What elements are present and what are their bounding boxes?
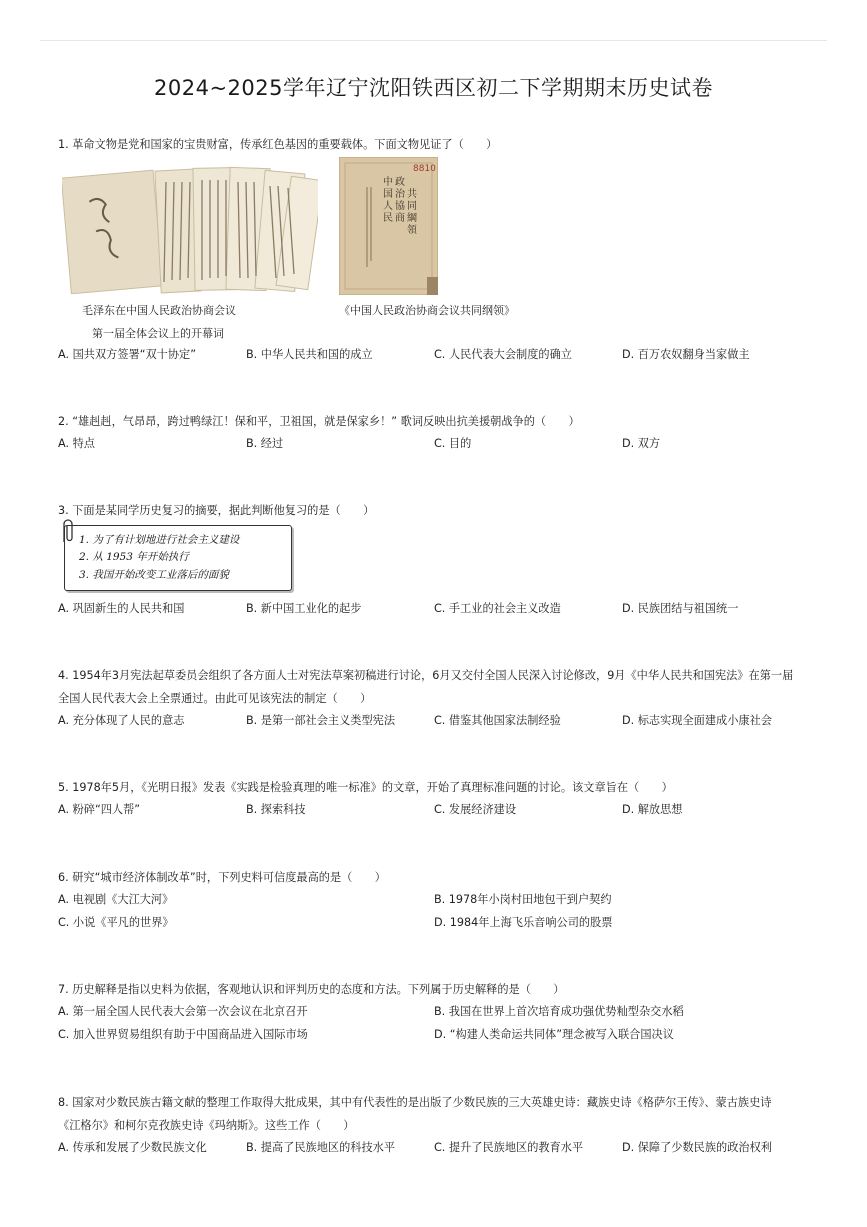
option-a[interactable]: A. 巩固新生的人民共和国 — [58, 602, 185, 615]
page-title: 2024~2025学年辽宁沈阳铁西区初二下学期期末历史试卷 — [154, 76, 713, 100]
review-note-card — [64, 525, 292, 591]
question-stem: 2. “雄赳赳，气昂昂，跨过鸭绿江！保和平，卫祖国，就是保家乡！” 歌词反映出抗美援朝战争的（ ） — [58, 415, 580, 428]
question-stem-line-2: 《江格尔》和柯尔克孜族史诗《玛纳斯》。这些工作（ ） — [58, 1119, 355, 1132]
option-b[interactable]: B. 是第一部社会主义类型宪法 — [246, 714, 396, 727]
svg-text:領: 領 — [407, 225, 417, 236]
svg-text:協: 協 — [395, 201, 405, 212]
option-d[interactable]: D. 1984年上海飞乐音响公司的股票 — [434, 916, 613, 929]
option-a[interactable]: A. 第一届全国人民代表大会第一次会议在北京召开 — [58, 1005, 308, 1018]
option-b[interactable]: B. 1978年小岗村田地包干到户契约 — [434, 893, 612, 906]
question-stem-line-1: 8. 国家对少数民族古籍文献的整理工作取得大批成果，其中有代表性的是出版了少数民族的三大英雄史诗：藏族史诗《格萨尔王传》、蒙古族史诗 — [58, 1096, 772, 1109]
question-1 — [58, 134, 818, 156]
question-stem-line-1: 4. 1954年3月宪法起草委员会组织了各方面人士对宪法草案初稿进行讨论，6月又交付全国人民深入讨论修改，9月《中华人民共和国宪法》在第一届 — [58, 669, 794, 682]
image-caption: 第一届全体会议上的开幕词 — [92, 327, 224, 340]
svg-text:民: 民 — [383, 213, 393, 224]
option-c[interactable]: C. 小说《平凡的世界》 — [58, 916, 174, 929]
option-b[interactable]: B. 探索科技 — [246, 803, 306, 816]
svg-text:共: 共 — [407, 189, 417, 200]
svg-text:同: 同 — [407, 201, 417, 212]
question-6 — [58, 867, 818, 935]
option-a[interactable]: A. 粉碎“四人帮” — [58, 803, 141, 816]
svg-text:8810: 8810 — [413, 164, 436, 174]
question-stem-line-2: 全国人民代表大会上全票通过。由此可见该宪法的制定（ ） — [58, 692, 372, 705]
option-d[interactable]: D. 百万农奴翻身当家做主 — [622, 348, 750, 361]
question-7 — [58, 979, 818, 1047]
option-d[interactable]: D. 解放思想 — [622, 803, 683, 816]
svg-text:政: 政 — [395, 177, 405, 188]
option-b[interactable]: B. 我国在世界上首次培育成功强优势籼型杂交水稻 — [434, 1005, 684, 1018]
question-3 — [58, 500, 818, 522]
option-a[interactable]: A. 电视剧《大江大河》 — [58, 893, 174, 906]
question-5 — [58, 777, 818, 821]
note-line: 3. 我国开始改变工业落后的面貌 — [79, 569, 229, 581]
option-d[interactable]: D. 标志实现全面建成小康社会 — [622, 714, 772, 727]
common-program-booklet-image — [339, 157, 438, 295]
option-c[interactable]: C. 目的 — [434, 437, 472, 450]
question-1-options — [58, 344, 818, 366]
option-d[interactable]: D. 保障了少数民族的政治权利 — [622, 1141, 772, 1154]
paperclip-icon — [60, 518, 74, 544]
option-a[interactable]: A. 充分体现了人民的意志 — [58, 714, 185, 727]
option-c[interactable]: C. 加入世界贸易组织有助于中国商品进入国际市场 — [58, 1028, 308, 1041]
option-b[interactable]: B. 经过 — [246, 437, 284, 450]
option-c[interactable]: C. 人民代表大会制度的确立 — [434, 348, 572, 361]
option-c[interactable]: C. 手工业的社会主义改造 — [434, 602, 561, 615]
note-line: 1. 为了有计划地进行社会主义建设 — [79, 534, 240, 546]
option-d[interactable]: D. 民族团结与祖国统一 — [622, 602, 739, 615]
svg-text:人: 人 — [383, 201, 393, 212]
option-a[interactable]: A. 特点 — [58, 437, 95, 450]
note-line: 2. 从 1953 年开始执行 — [79, 551, 189, 563]
image-caption: 《中国人民政治协商会议共同纲领》 — [339, 304, 515, 317]
image-caption: 毛泽东在中国人民政治协商会议 — [82, 304, 236, 317]
option-d[interactable]: D. “构建人类命运共同体”理念被写入联合国决议 — [434, 1028, 674, 1041]
opening-speech-manuscript-image — [62, 160, 318, 294]
svg-text:治: 治 — [395, 189, 405, 200]
question-stem: 5. 1978年5月，《光明日报》发表《实践是检验真理的唯一标准》的文章，开始了真理标准问题的讨论。该文章旨在（ ） — [58, 781, 673, 794]
question-3-options — [58, 598, 818, 620]
option-d[interactable]: D. 双方 — [622, 437, 661, 450]
question-stem: 3. 下面是某同学历史复习的摘要，据此判断他复习的是（ ） — [58, 504, 375, 517]
question-stem: 1. 革命文物是党和国家的宝贵财富，传承红色基因的重要载体。下面文物见证了（ ） — [58, 138, 498, 151]
header-divider — [40, 40, 827, 41]
question-stem: 7. 历史解释是指以史料为依据，客观地认识和评判历史的态度和方法。下列属于历史解释的是（ ） — [58, 983, 565, 996]
option-b[interactable]: B. 中华人民共和国的成立 — [246, 348, 373, 361]
option-b[interactable]: B. 提高了民族地区的科技水平 — [246, 1141, 396, 1154]
svg-text:中: 中 — [383, 177, 393, 188]
question-2 — [58, 411, 818, 455]
question-stem: 6. 研究“城市经济体制改革”时，下列史料可信度最高的是（ ） — [58, 871, 386, 884]
question-4 — [58, 665, 818, 732]
option-c[interactable]: C. 提升了民族地区的教育水平 — [434, 1141, 584, 1154]
option-a[interactable]: A. 国共双方签署“双十协定” — [58, 348, 197, 361]
svg-text:商: 商 — [395, 213, 405, 224]
option-a[interactable]: A. 传承和发展了少数民族文化 — [58, 1141, 207, 1154]
option-b[interactable]: B. 新中国工业化的起步 — [246, 602, 362, 615]
svg-text:綱: 綱 — [407, 213, 417, 224]
question-8 — [58, 1092, 818, 1159]
svg-text:国: 国 — [383, 189, 393, 200]
option-c[interactable]: C. 借鉴其他国家法制经验 — [434, 714, 561, 727]
option-c[interactable]: C. 发展经济建设 — [434, 803, 517, 816]
